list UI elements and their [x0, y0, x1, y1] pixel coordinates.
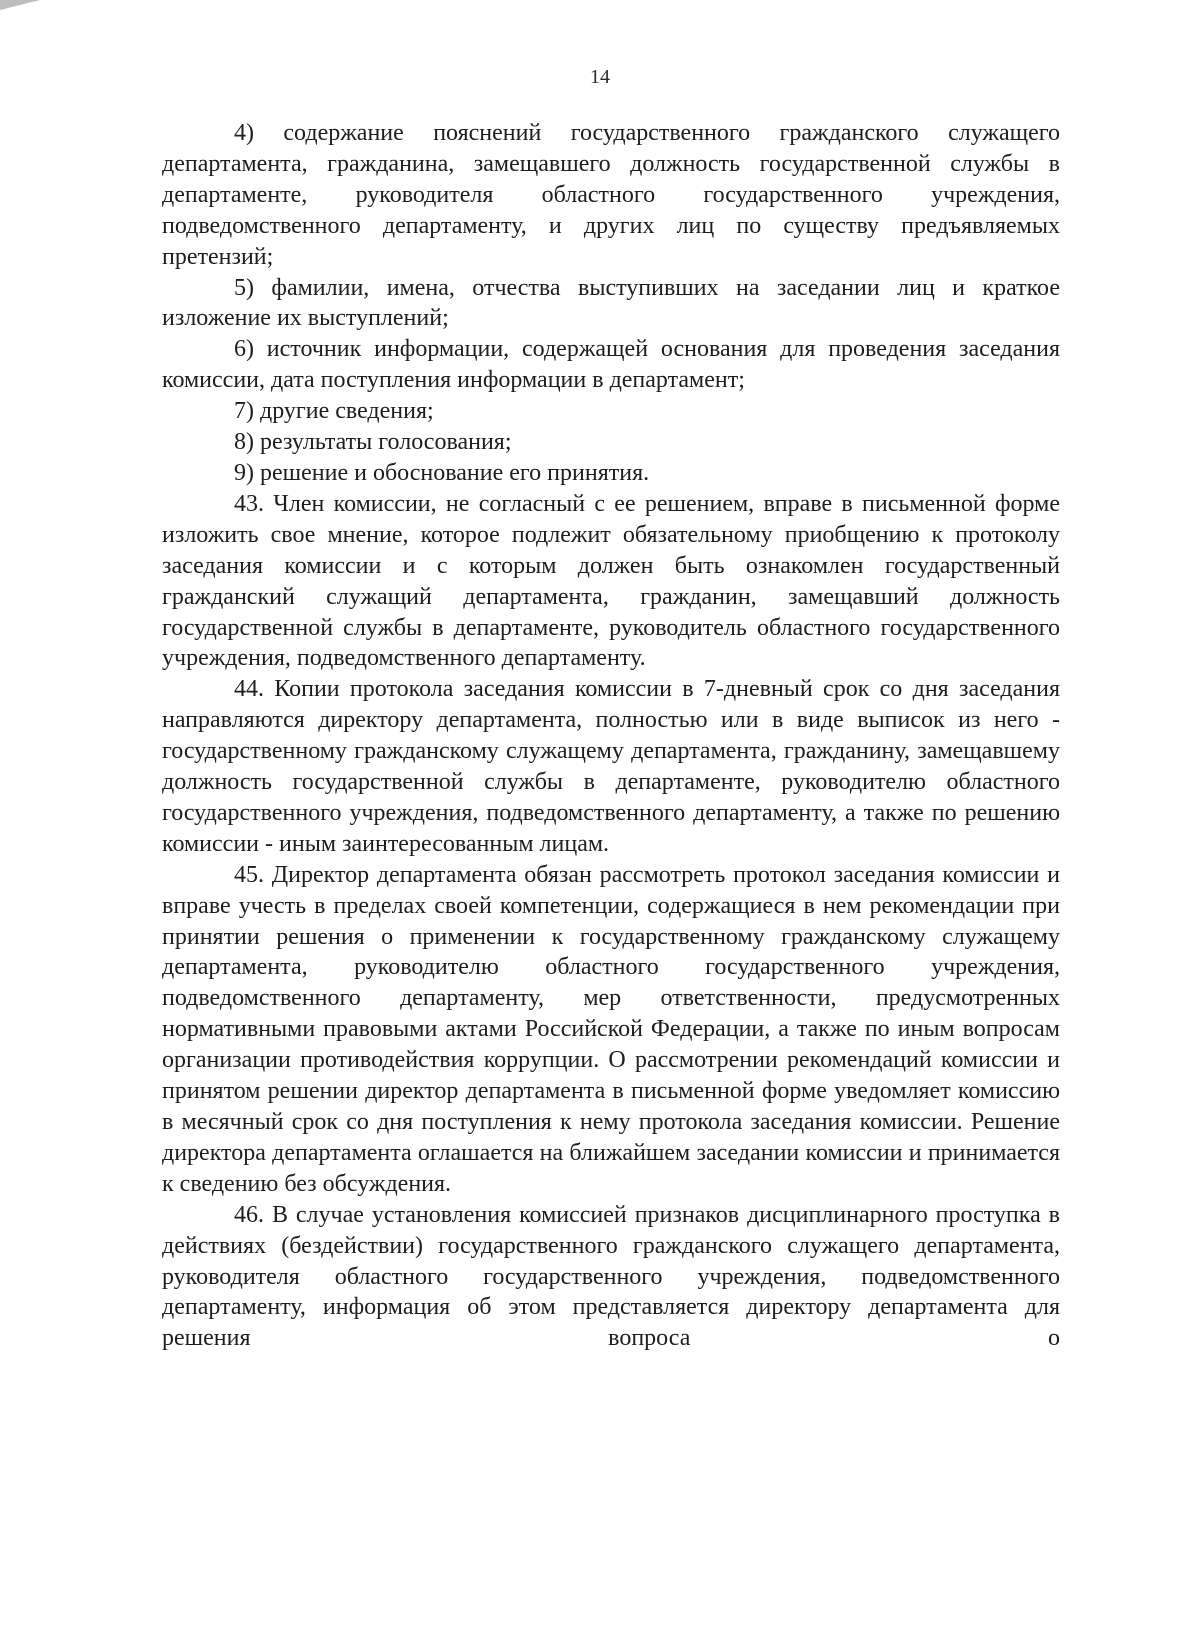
- paragraph-item-9: 9) решение и обоснование его принятия.: [234, 459, 650, 486]
- scan-corner-mark: [0, 0, 40, 10]
- paragraph-item-7: 7) другие сведения;: [234, 398, 434, 425]
- paragraph-item-6: 6) источник информации, содержащей основания для проведения заседания комиссии, дата поступления информации в департамент;: [162, 336, 1060, 394]
- paragraph-item-8: 8) результаты голосования;: [234, 429, 512, 456]
- paragraph-section-43: 43. Член комиссии, не согласный с ее решением, вправе в письменной форме изложить свое мнение, которое подлежит обязательному приобщению к протоколу заседания комиссии и с которым должен быть ознакомлен государственный гражданский служащий департамента, гражданин, замещавший должность государственной службы в департаменте, руководитель областного государственного учреждения, подведомственного департаменту.: [162, 490, 1060, 672]
- paragraph-section-45: 45. Директор департамента обязан рассмотреть протокол заседания комиссии и вправе учесть в пределах своей компетенции, содержащиеся в нем рекомендации при принятии решения о применении к государственному гражданскому служащему департамента, руководителю областного государственного учреждения, подведомственного департаменту, мер ответственности, предусмотренных нормативными правовыми актами Российской Федерации, а также по иным вопросам организации противодействия коррупции. О рассмотрении рекомендаций комиссии и принятом решении директор департамента в письменной форме уведомляет комиссию в месячный срок со дня поступления к нему протокола заседания комиссии. Решение директора департамента оглашается на ближайшем заседании комиссии и принимается к сведению без обсуждения.: [162, 861, 1060, 1197]
- page-number: 14: [590, 66, 610, 88]
- paragraph-item-4: 4) содержание пояснений государственного гражданского служащего департамента, гражданина, замещавшего должность государственной службы в департаменте, руководителя областного государственного учреждения, подведомственного департаменту, и других лиц по существу предъявляемых претензий;: [162, 120, 1060, 270]
- paragraph-section-46: 46. В случае установления комиссией признаков дисциплинарного проступка в действиях (бездействии) государственного гражданского служащего департамента, руководителя областного государственного учреждения, подведомственного департаменту, информация об этом представляется директору департамента для решения вопроса о: [162, 1201, 1060, 1352]
- paragraph-section-44: 44. Копии протокола заседания комиссии в 7-дневный срок со дня заседания направляются директору департамента, полностью или в виде выписок из него - государственному гражданскому служащему департамента, гражданину, замещавшему должность государственной службы в департаменте, руководителю областного государственного учреждения, подведомственного департаменту, а также по решению комиссии - иным заинтересованным лицам.: [162, 676, 1060, 857]
- paragraph-item-5: 5) фамилии, имена, отчества выступивших на заседании лиц и краткое изложение их выступлений;: [162, 274, 1060, 332]
- document-body: [162, 118, 1060, 1354]
